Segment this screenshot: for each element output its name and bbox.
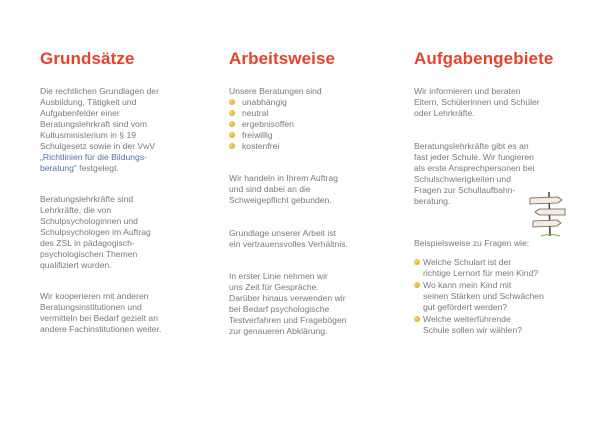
p2-line-2: Lehrkräfte, die von (40, 205, 112, 215)
p2-line-1: Wir handeln in Ihrem Auftrag (229, 173, 338, 183)
p4-line-6: zur genaueren Abklärung. (229, 326, 328, 336)
p1-quote-line-1: „Richtlinien für die Bildungs- (40, 152, 147, 162)
gold-dot-icon (229, 121, 235, 127)
bullet-item (229, 108, 268, 119)
question-line: gut gefördert werden? (423, 302, 508, 312)
question-line: Welche Schulart ist der (423, 257, 512, 267)
examples-intro: Beispielsweise zu Fragen wie: (414, 238, 530, 248)
question-line: Wo kann mein Kind mit (423, 280, 512, 290)
question-line: seinen Stärken und Schwächen (423, 291, 544, 301)
gold-dot-icon (229, 132, 235, 138)
heading-aufgabengebiete: Aufgabengebiete (414, 49, 554, 68)
p1-line-1: Wir informieren und beraten (414, 86, 521, 96)
gold-dot-icon (414, 316, 420, 322)
bullet-label: unabhängig (242, 97, 287, 107)
p1-quote-line-2-wrap (40, 163, 119, 174)
p2-line-2: und sind dabei an die (229, 184, 311, 194)
gold-dot-icon (414, 259, 420, 265)
p4-line-3: Darüber hinaus verwenden wir (229, 293, 346, 303)
bullet-item (229, 119, 294, 130)
p1-line-1: Die rechtlichen Grundlagen der (40, 86, 159, 96)
question-item (414, 314, 511, 325)
p3-line-4: andere Fachinstitutionen weiter. (40, 324, 162, 334)
p1-quote-line-2: beratung“ (40, 163, 77, 173)
p2-line-4: Schulschwierigkeiten und (414, 174, 511, 184)
question-line: Schule sollen wir wählen? (423, 325, 522, 335)
p2-line-4: Schulpsychologen im Auftrag (40, 227, 151, 237)
question-line: Welche weiterführende (423, 314, 511, 324)
p2-line-7: qualifiziert wurden. (40, 260, 112, 270)
p1-line-3: oder Lehrkräfte. (414, 108, 475, 118)
p2-line-2: fast jeder Schule. Wir fungieren (414, 152, 534, 162)
p1-line-4: Beratungslehrkraft sind vom (40, 119, 147, 129)
heading-arbeitsweise: Arbeitsweise (229, 49, 336, 68)
bullet-label: neutral (242, 108, 269, 118)
p1-line-2: Eltern, Schülerinnen und Schüler (414, 97, 540, 107)
p3-line-3: vermitteln bei Bedarf gezielt an (40, 313, 158, 323)
p2-line-3: als erste Ansprechpersonen bei (414, 163, 535, 173)
p2-line-1: Beratungslehrkräfte sind (40, 194, 134, 204)
question-line: richtige Lernort für mein Kind? (423, 268, 539, 278)
bullet-item (229, 97, 287, 108)
p4-line-2: uns Zeit für Gespräche. (229, 282, 319, 292)
p3-line-2: Beratungsinstitutionen und (40, 302, 142, 312)
bullet-item (229, 141, 279, 152)
p1-end: festgelegt. (76, 163, 119, 173)
gold-dot-icon (229, 143, 235, 149)
bullet-label: kostenfrei (242, 141, 280, 151)
question-item (414, 280, 511, 291)
p4-line-1: In erster Linie nehmen wir (229, 271, 328, 281)
p2-line-3: Schweigepflicht gebunden. (229, 195, 332, 205)
question-item-cont (414, 268, 538, 279)
p1-line-3: Aufgabenfelder einer (40, 108, 120, 118)
gold-dot-icon (229, 99, 235, 105)
p2-line-5: des ZSL in pädagogisch- (40, 238, 135, 248)
question-item-cont (414, 291, 544, 302)
signpost-icon (527, 188, 567, 238)
heading-grundsaetze: Grundsätze (40, 49, 135, 68)
question-item-cont (414, 302, 507, 313)
p4-line-4: bei Bedarf psychologische (229, 304, 330, 314)
p2-line-6: beratung. (414, 196, 451, 206)
gold-dot-icon (414, 282, 420, 288)
question-item (414, 257, 511, 268)
p1-line-2: Ausbildung, Tätigkeit und (40, 97, 137, 107)
p2-line-3: Schulpsychologinnen und (40, 216, 138, 226)
p3-line-1: Wir kooperieren mit anderen (40, 291, 149, 301)
intro-text: Unsere Beratungen sind (229, 86, 322, 96)
p2-line-5: Fragen zur Schullaufbahn- (414, 185, 516, 195)
p1-line-6: Schulgesetz sowie in der VwV (40, 141, 156, 151)
p2-line-1: Beratungslehrkräfte gibt es an (414, 141, 529, 151)
bullet-item (229, 130, 273, 141)
p3-line-2: ein vertrauensvolles Verhältnis. (229, 239, 348, 249)
bullet-label: ergebnisoffen (242, 119, 294, 129)
p1-line-5: Kultusministerium in § 19 (40, 130, 137, 140)
question-item-cont (414, 325, 522, 336)
bullet-label: freiwillig (242, 130, 273, 140)
p3-line-1: Grundlage unserer Arbeit ist (229, 228, 337, 238)
p2-line-6: psychologischen Themen (40, 249, 138, 259)
gold-dot-icon (229, 110, 235, 116)
p4-line-5: Testverfahren und Fragebögen (229, 315, 347, 325)
